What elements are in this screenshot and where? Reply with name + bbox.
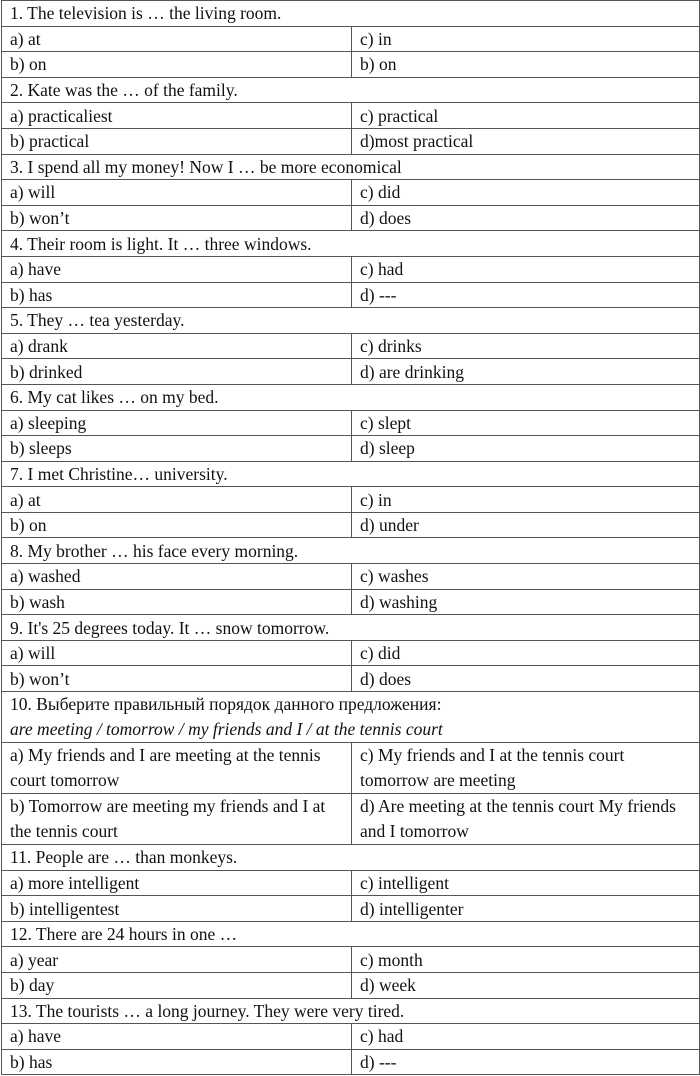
question-text: 3. I spend all my money! Now I … be more economical [10, 156, 402, 177]
options-row [2, 103, 700, 129]
question-row [2, 1, 700, 27]
question-12-stem [2, 921, 700, 947]
answer-option[interactable]: a) at [2, 487, 352, 513]
question-text: 1. The television is … the living room. [10, 3, 282, 24]
question-13-stem [2, 998, 700, 1024]
options-row [2, 794, 700, 845]
answer-option[interactable]: d) --- [352, 1049, 700, 1075]
answer-option[interactable]: c) did [352, 180, 700, 206]
answer-option[interactable]: c) in [352, 487, 700, 513]
options-row [2, 512, 700, 538]
answer-option[interactable]: a) at [2, 26, 352, 52]
question-9-stem [2, 615, 700, 641]
question-row [2, 77, 700, 103]
answer-option[interactable]: c) My friends and I at the tennis court tomorrow are meeting [352, 743, 700, 794]
answer-option[interactable]: a) will [2, 640, 352, 666]
answer-option[interactable]: c) intelligent [352, 870, 700, 896]
options-row [2, 1024, 700, 1050]
answer-option[interactable]: c) slept [352, 410, 700, 436]
answer-option[interactable]: b) on [352, 52, 700, 78]
options-row [2, 410, 700, 436]
answer-option[interactable]: a) have [2, 1024, 352, 1050]
question-row [2, 154, 700, 180]
answer-option[interactable]: b) Tomorrow are meeting my friends and I at the tennis court [2, 794, 352, 845]
answer-option[interactable]: d)most practical [352, 128, 700, 154]
answer-option[interactable]: a) have [2, 256, 352, 282]
answer-option[interactable]: d) intelligenter [352, 896, 700, 922]
question-10-stem [2, 692, 700, 743]
answer-option[interactable]: a) drank [2, 333, 352, 359]
answer-option[interactable]: c) practical [352, 103, 700, 129]
options-row [2, 436, 700, 462]
question-text: 11. People are … than monkeys. [10, 847, 238, 868]
answer-option[interactable]: a) My friends and I are meeting at the tennis court tomorrow [2, 743, 352, 794]
question-row [2, 461, 700, 487]
options-row [2, 282, 700, 308]
options-row [2, 896, 700, 922]
quiz-table [1, 0, 700, 1075]
answer-option[interactable]: b) practical [2, 128, 352, 154]
question-text: 9. It's 25 degrees today. It … snow tomorrow. [10, 617, 330, 638]
answer-option[interactable]: b) has [2, 282, 352, 308]
answer-option[interactable]: a) year [2, 947, 352, 973]
answer-option[interactable]: b) wash [2, 589, 352, 615]
options-row [2, 359, 700, 385]
answer-option[interactable]: a) practicaliest [2, 103, 352, 129]
options-row [2, 640, 700, 666]
answer-option[interactable]: d) are drinking [352, 359, 700, 385]
answer-option[interactable]: c) did [352, 640, 700, 666]
options-row [2, 743, 700, 794]
answer-option[interactable]: b) won’t [2, 666, 352, 692]
options-row [2, 26, 700, 52]
answer-option[interactable]: a) washed [2, 564, 352, 590]
question-7-stem [2, 461, 700, 487]
question-row [2, 921, 700, 947]
answer-option[interactable]: b) drinked [2, 359, 352, 385]
answer-option[interactable]: d) washing [352, 589, 700, 615]
answer-option[interactable]: a) more intelligent [2, 870, 352, 896]
question-text: 6. My cat likes … on my bed. [10, 387, 219, 408]
question-row [2, 615, 700, 641]
options-row [2, 256, 700, 282]
options-row [2, 870, 700, 896]
answer-option[interactable]: c) had [352, 1024, 700, 1050]
answer-option[interactable]: d) Are meeting at the tennis court My friends and I tomorrow [352, 794, 700, 845]
question-6-stem [2, 384, 700, 410]
question-text: 2. Kate was the … of the family. [10, 80, 238, 101]
answer-option[interactable]: b) intelligentest [2, 896, 352, 922]
answer-option[interactable]: d) does [352, 205, 700, 231]
question-row [2, 231, 700, 257]
options-row [2, 973, 700, 999]
answer-option[interactable]: c) in [352, 26, 700, 52]
options-row [2, 666, 700, 692]
question-3-stem [2, 154, 700, 180]
answer-option[interactable]: d) sleep [352, 436, 700, 462]
options-row [2, 947, 700, 973]
question-text: 10. Выберите правильный порядок данного предложения: [10, 694, 442, 715]
question-4-stem [2, 231, 700, 257]
answer-option[interactable]: d) week [352, 973, 700, 999]
answer-option[interactable]: c) washes [352, 564, 700, 590]
question-row [2, 538, 700, 564]
question-5-stem [2, 308, 700, 334]
answer-option[interactable]: d) under [352, 512, 700, 538]
answer-option[interactable]: b) has [2, 1049, 352, 1075]
question-1-stem [2, 1, 700, 27]
answer-option[interactable]: c) month [352, 947, 700, 973]
answer-option[interactable]: c) had [352, 256, 700, 282]
question-text: 8. My brother … his face every morning. [10, 540, 299, 561]
question-text: 5. They … tea yesterday. [10, 310, 185, 331]
answer-option[interactable]: b) day [2, 973, 352, 999]
question-text: 13. The tourists … a long journey. They were very tired. [10, 1000, 405, 1021]
question-row [2, 692, 700, 743]
answer-option[interactable]: b) won’t [2, 205, 352, 231]
question-instruction-italic: are meeting / tomorrow / my friends and I / at the tennis court [10, 719, 443, 740]
options-row [2, 1049, 700, 1075]
options-row [2, 128, 700, 154]
answer-option[interactable]: b) on [2, 512, 352, 538]
options-row [2, 564, 700, 590]
answer-option[interactable]: d) does [352, 666, 700, 692]
question-text: 7. I met Christine… university. [10, 463, 228, 484]
options-row [2, 487, 700, 513]
answer-option[interactable]: c) drinks [352, 333, 700, 359]
question-11-stem [2, 845, 700, 871]
question-row [2, 384, 700, 410]
options-row [2, 52, 700, 78]
question-row [2, 308, 700, 334]
answer-option[interactable]: b) sleeps [2, 436, 352, 462]
options-row [2, 333, 700, 359]
question-row [2, 998, 700, 1024]
options-row [2, 589, 700, 615]
question-8-stem [2, 538, 700, 564]
options-row [2, 205, 700, 231]
answer-option[interactable]: a) sleeping [2, 410, 352, 436]
answer-option[interactable]: a) will [2, 180, 352, 206]
question-row [2, 845, 700, 871]
question-2-stem [2, 77, 700, 103]
options-row [2, 180, 700, 206]
answer-option[interactable]: b) on [2, 52, 352, 78]
question-text: 4. Their room is light. It … three windows. [10, 233, 312, 254]
answer-option[interactable]: d) --- [352, 282, 700, 308]
question-text: 12. There are 24 hours in one … [10, 924, 238, 945]
